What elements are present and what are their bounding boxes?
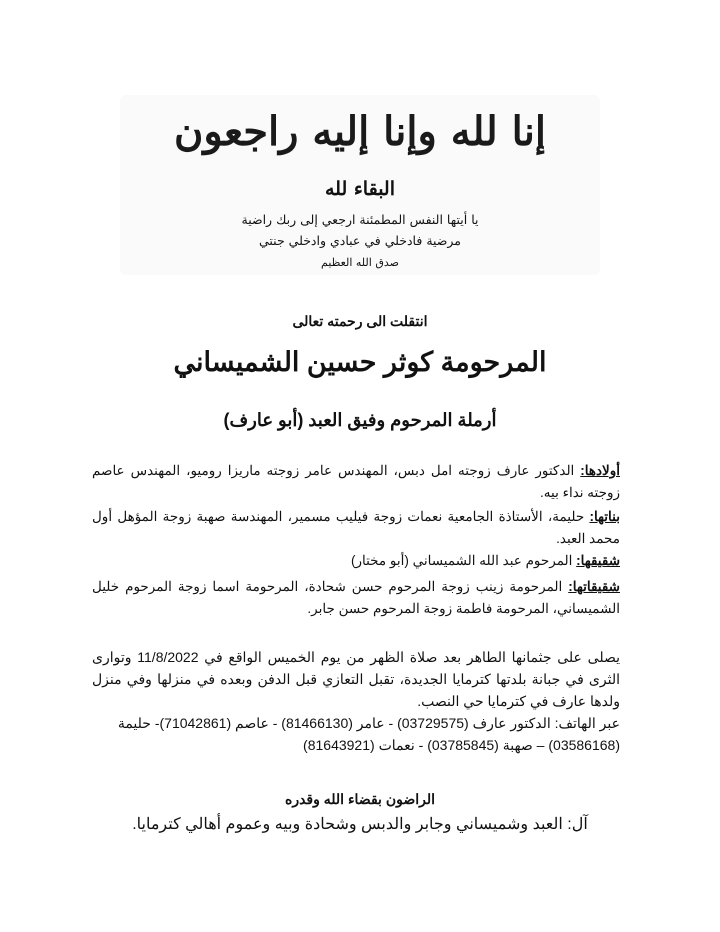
daughters-paragraph bbox=[92, 506, 620, 550]
verse-line-1: يا أيتها النفس المطمئنة ارجعي إلى ربك راضية bbox=[241, 212, 479, 227]
widow-of-line: أرملة المرحوم وفيق العبد (أبو عارف) bbox=[223, 410, 497, 430]
sisters-label: شقيقاتها: bbox=[568, 579, 620, 594]
brother-label: شقيقها: bbox=[576, 553, 620, 568]
sons-text: الدكتور عارف زوجته امل دبس، المهندس عامر زوجته ماريزا روميو، المهندس عاصم زوجته نداء بيه. bbox=[92, 463, 620, 500]
condolence-phones: عبر الهاتف: الدكتور عارف (03729575) - عامر (81466130) - عاصم (71042861)- حليمة (03586168) – صهبة (03785845) - نعمات (81643921) bbox=[117, 715, 620, 753]
sons-label: أولادها: bbox=[580, 463, 620, 478]
sons-paragraph bbox=[92, 460, 620, 504]
verse-line-2: مرضية فادخلي في عبادي وادخلي جنتي bbox=[258, 233, 461, 248]
daughters-text: حليمة، الأستاذة الجامعية نعمات زوجة فيليب مسمير، المهندسة صهبة زوجة المؤهل أول محمد العبد. bbox=[92, 509, 620, 546]
sisters-paragraph bbox=[92, 576, 620, 620]
brother-text: المرحوم عبد الله الشميساني (أبو مختار) bbox=[350, 553, 577, 568]
funeral-prayer-paragraph: يصلى على جثمانها الطاهر بعد صلاة الظهر من يوم الخميس الواقع في 11/8/2022 وتوارى الثرى في جبانة بلدتها كترمايا الجديدة، تقبل التعازي قبل الدفن وبعده في منزلها وفي منزل ولدها عارف في كترمايا حي النصب. bbox=[92, 649, 620, 709]
baqa-heading: البقاء لله bbox=[324, 178, 396, 200]
sisters-text: المرحومة زينب زوجة المرحوم حسن شحادة، المرحومة اسما زوجة المرحوم خليل الشميساني، المرحومة فاطمة زوجة المرحوم حسن جابر. bbox=[92, 579, 620, 616]
verse-attribution: صدق الله العظيم bbox=[321, 256, 399, 269]
mourners-line: الراضون بقضاء الله وقدره bbox=[284, 791, 435, 807]
intro-line: انتقلت الى رحمته تعالى bbox=[292, 313, 428, 329]
calligraphy-heading: إنا لله وإنا إليه راجعون bbox=[173, 108, 547, 155]
deceased-name: المرحومة كوثر حسين الشميساني bbox=[173, 347, 547, 377]
families-line: آل: العبد وشميساني وجابر والدبس وشحادة وبيه وعموم أهالي كترمايا. bbox=[132, 816, 588, 833]
daughters-label: بناتها: bbox=[589, 509, 620, 524]
brother-paragraph bbox=[92, 550, 620, 572]
